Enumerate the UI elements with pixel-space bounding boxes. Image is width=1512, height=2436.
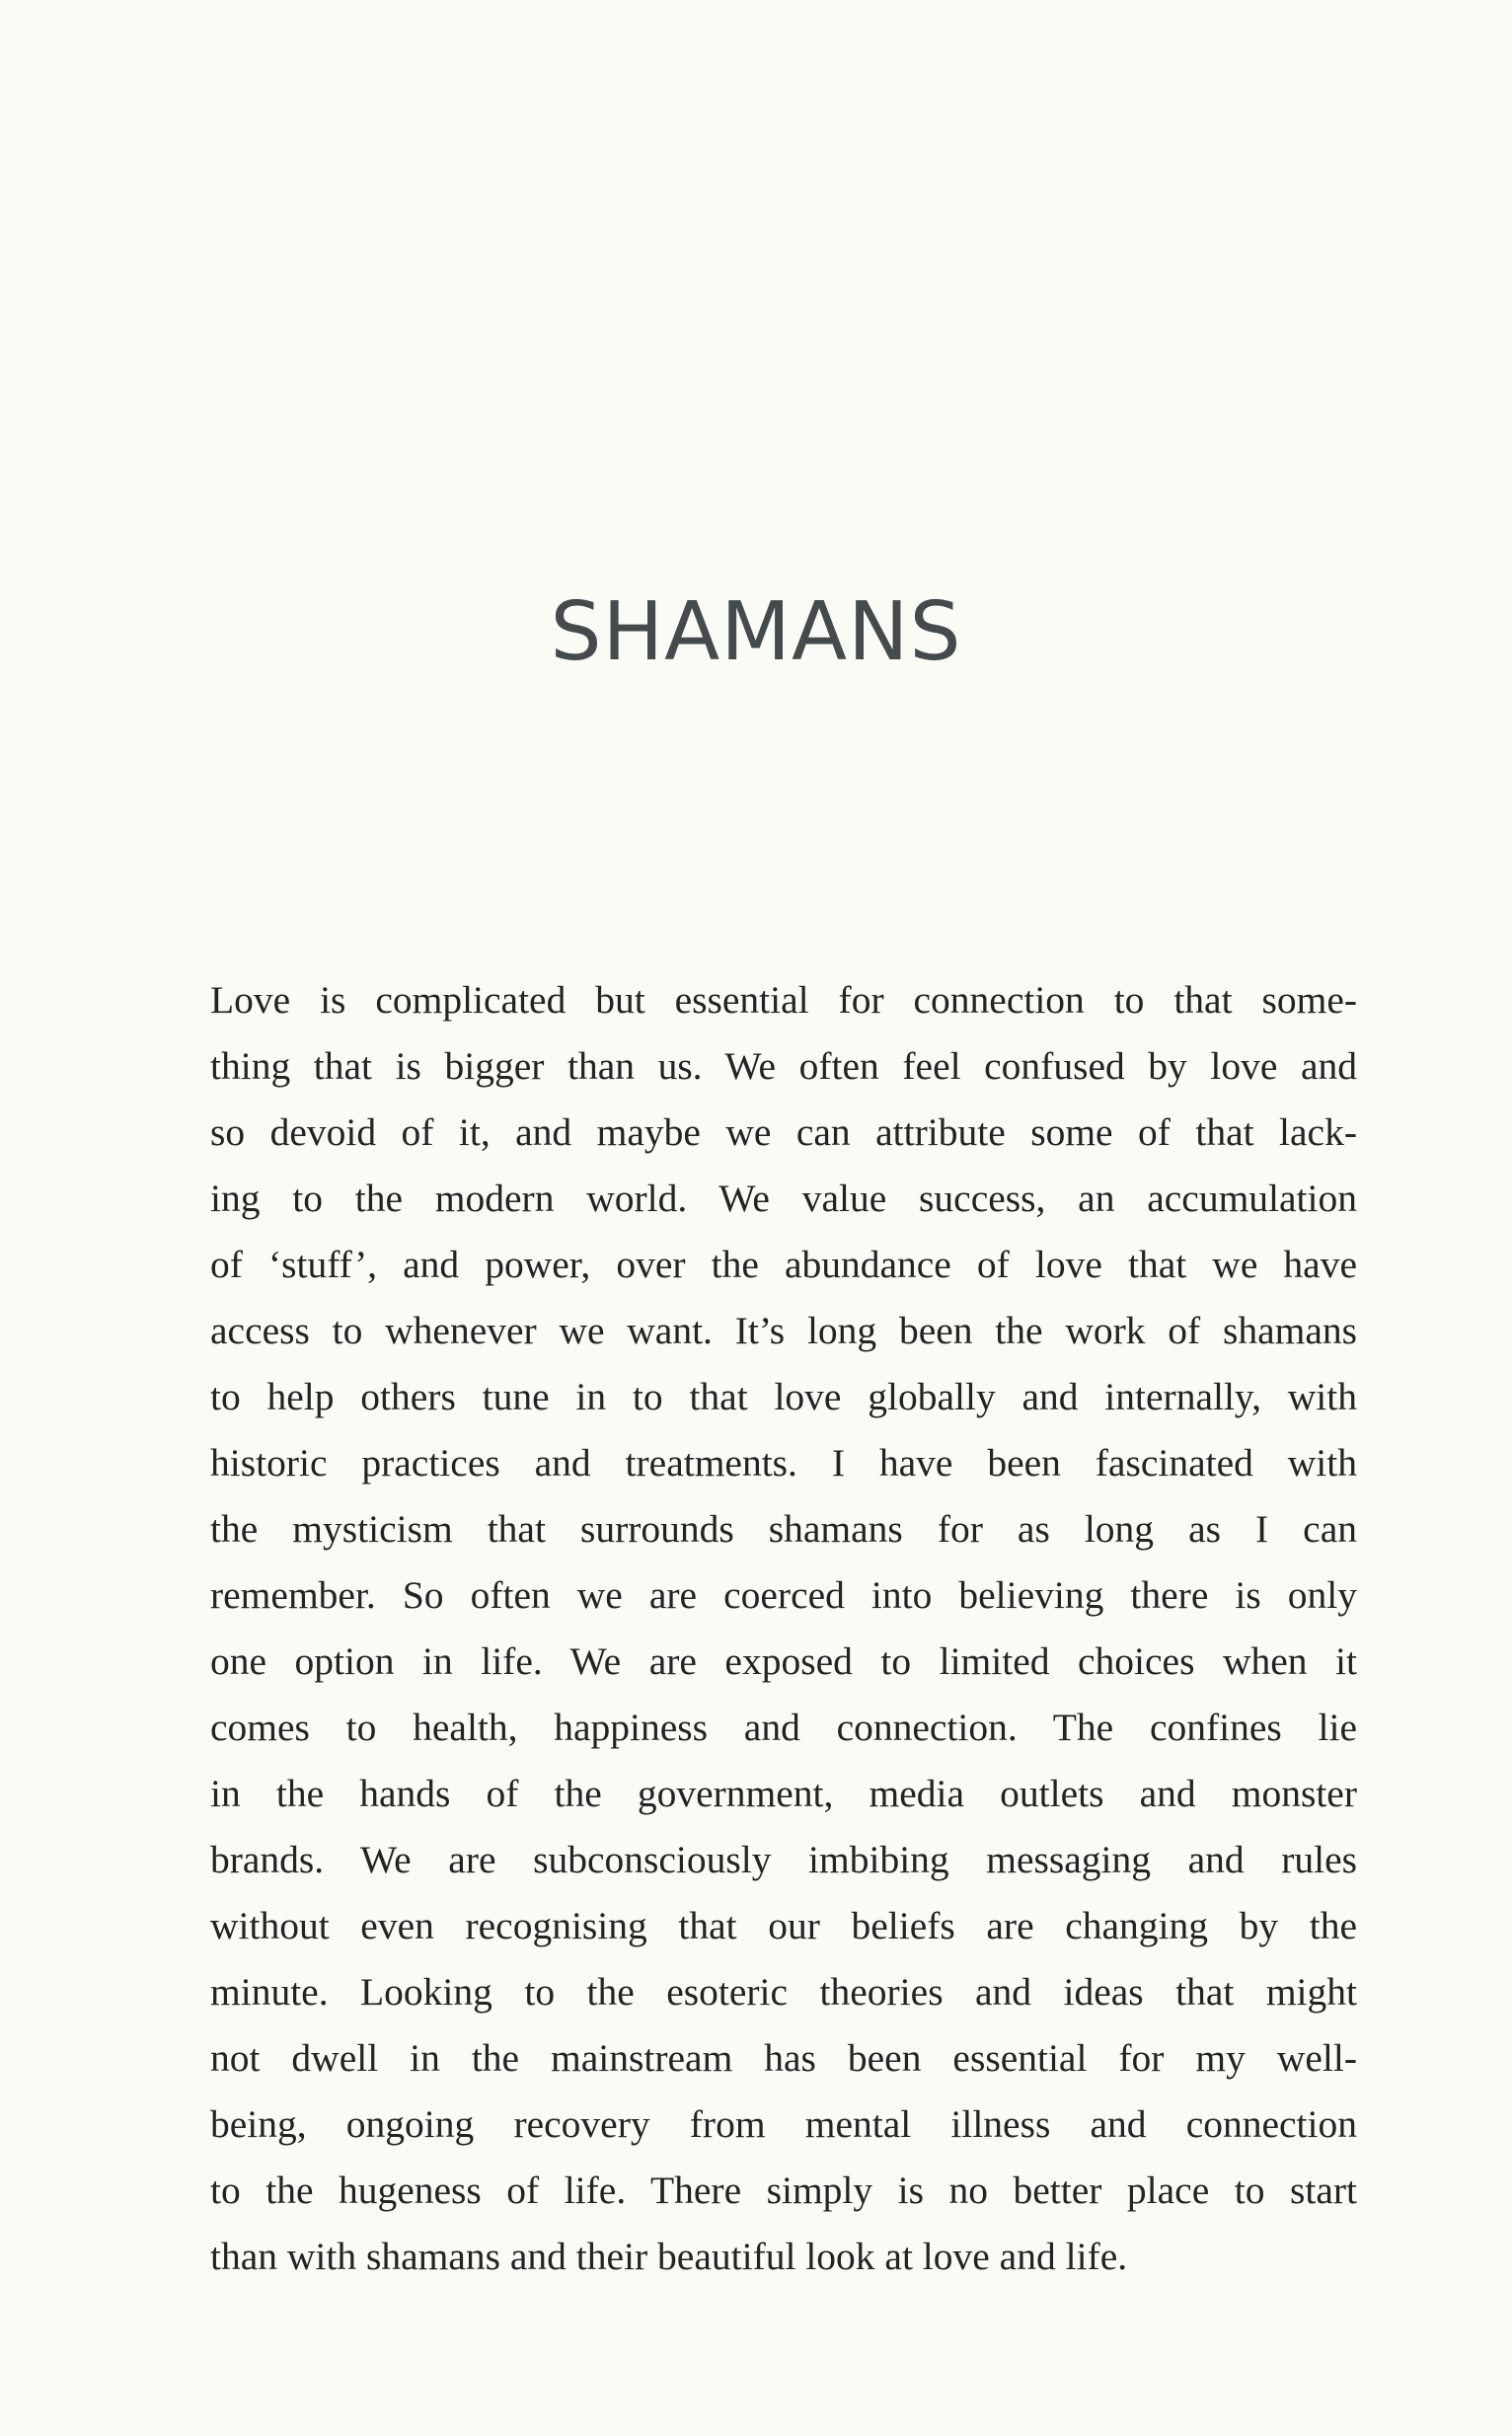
text-line: thing that is bigger than us. We often feel confused by love and bbox=[210, 1044, 1357, 1088]
text-line: to help others tune in to that love globally and internally, with bbox=[210, 1375, 1357, 1418]
text-line: brands. We are subconsciously imbibing messaging and rules bbox=[210, 1838, 1357, 1881]
text-line: so devoid of it, and maybe we can attribute some of that lack- bbox=[210, 1110, 1357, 1154]
text-line: the mysticism that surrounds shamans for as long as I can bbox=[210, 1507, 1357, 1551]
text-line: of ‘stuff’, and power, over the abundance of love that we have bbox=[210, 1243, 1357, 1286]
text-line: without even recognising that our beliefs are changing by the bbox=[210, 1904, 1357, 1947]
body-paragraph bbox=[210, 967, 1357, 2290]
text-line: comes to health, happiness and connection. The confines lie bbox=[210, 1706, 1357, 1749]
text-line: ing to the modern world. We value success, an accumulation bbox=[210, 1177, 1357, 1220]
text-line: than with shamans and their beautiful look at love and life. bbox=[210, 2235, 1128, 2278]
text-line: Love is complicated but essential for connection to that some- bbox=[210, 978, 1357, 1022]
text-line: minute. Looking to the esoteric theories and ideas that might bbox=[210, 1970, 1357, 2014]
text-line: access to whenever we want. It’s long been the work of shamans bbox=[210, 1309, 1357, 1352]
text-line: not dwell in the mainstream has been essential for my well- bbox=[210, 2036, 1357, 2080]
chapter-title: SHAMANS bbox=[550, 585, 962, 679]
text-line: being, ongoing recovery from mental illness and connection bbox=[210, 2102, 1357, 2146]
text-line: to the hugeness of life. There simply is no better place to start bbox=[210, 2169, 1357, 2212]
text-line: remember. So often we are coerced into believing there is only bbox=[210, 1573, 1357, 1617]
text-line: historic practices and treatments. I have been fascinated with bbox=[210, 1441, 1357, 1484]
text-line: in the hands of the government, media outlets and monster bbox=[210, 1772, 1357, 1815]
text-line: one option in life. We are exposed to limited choices when it bbox=[210, 1639, 1357, 1683]
